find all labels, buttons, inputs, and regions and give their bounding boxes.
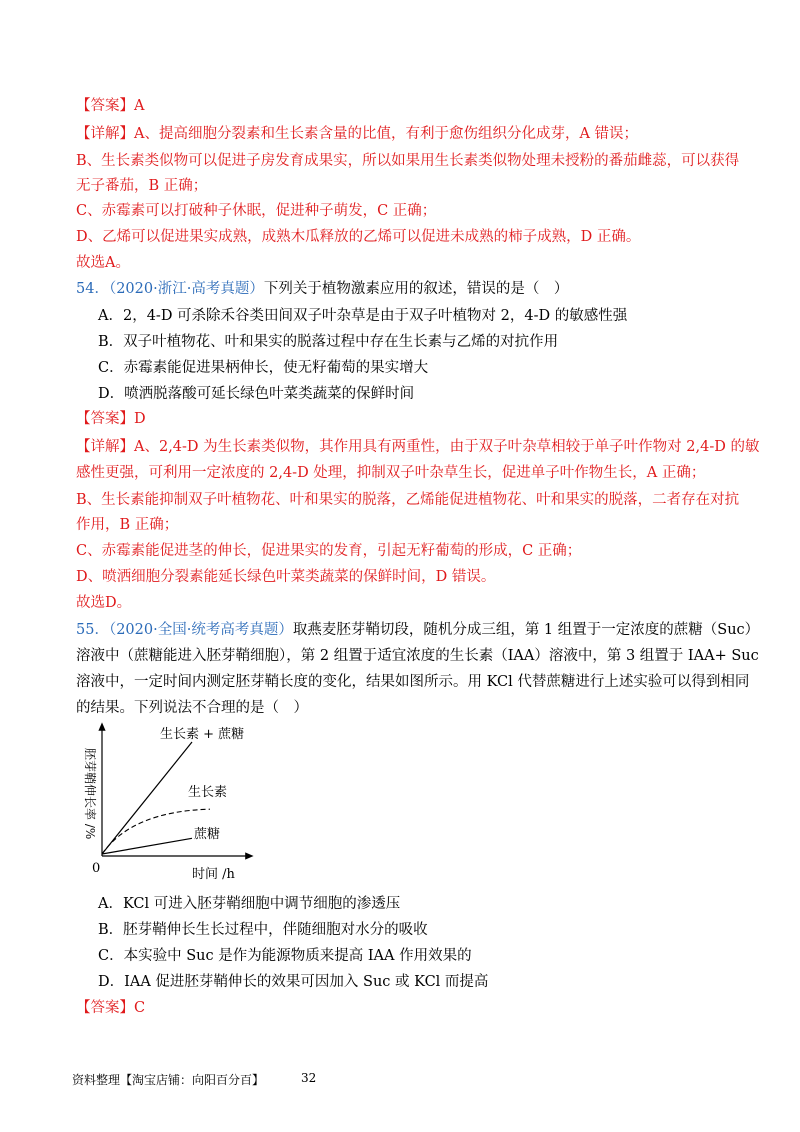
- q55-answer: 【答案】C: [76, 1000, 146, 1016]
- series-label-iaa: 生长素: [188, 785, 228, 800]
- question-55-stem-3: 溶液中，一定时间内测定胚芽鞘长度的变化，结果如图所示。用 KCl 代替蔗糖进行上述实验可以得到相同: [76, 674, 750, 690]
- question-source: （2020·浙江·高考真题）: [108, 281, 264, 297]
- detail-line-4: C、赤霉素可以打破种子休眠，促进种子萌发，C 正确；: [76, 203, 437, 219]
- q55-option-d: D．IAA 促进胚芽鞘伸长的效果可因加入 Suc 或 KCl 而提高: [98, 974, 489, 990]
- x-axis-label: 时间 /h: [192, 867, 235, 882]
- question-54-stem: 54．（2020·浙江·高考真题）下列关于植物激素应用的叙述，错误的是（ ）: [76, 281, 569, 297]
- q54-answer: 【答案】D: [76, 411, 146, 427]
- q54-detail-line-3: B、生长素能抑制双子叶植物花、叶和果实的脱落，乙烯能促进植物花、叶和果实的脱落，二者存在对抗: [76, 492, 740, 508]
- answer-tag: 【答案】: [76, 98, 134, 114]
- detail-line-1: 【详解】A、提高细胞分裂素和生长素含量的比值，有利于愈伤组织分化成芽，A 错误；: [76, 126, 639, 142]
- q54-option-c: C．赤霉素能促进果柄伸长，使无籽葡萄的果实增大: [98, 360, 429, 376]
- origin-label: 0: [92, 861, 101, 876]
- y-axis-label: 胚芽鞘伸长率 /%: [83, 748, 97, 840]
- q54-detail-line-2: 感性更强，可利用一定浓度的 2,4-D 处理，抑制双子叶杂草生长，促进单子叶作物生长，A 正确；: [76, 465, 706, 481]
- series-line-suc: [102, 838, 192, 854]
- series-line-iaa-suc: [102, 742, 192, 854]
- detail-line-2: B、生长素类似物可以促进子房发育成果实，所以如果用生长素类似物处理未授粉的番茄雌蕊，可以获得: [76, 153, 740, 169]
- detail-line-5: D、乙烯可以促进果实成熟，成熟木瓜释放的乙烯可以促进未成熟的柿子成熟，D 正确。: [76, 229, 641, 245]
- q54-option-d: D．喷洒脱落酸可延长绿色叶菜类蔬菜的保鲜时间: [98, 386, 415, 402]
- answer-line: [76, 95, 144, 117]
- question-source: （2020·全国·统考高考真题）: [108, 622, 293, 638]
- q55-option-a: A．KCl 可进入胚芽鞘细胞中调节细胞的渗透压: [98, 896, 401, 912]
- q54-detail-line-6: D、喷洒细胞分裂素能延长绿色叶菜类蔬菜的保鲜时间，D 错误。: [76, 569, 496, 585]
- q54-detail-line-1: 【详解】A、2,4-D 为生长素类似物，其作用具有两重性，由于双子叶杂草相较于单子叶作物对 2,4-D 的敏: [76, 439, 760, 455]
- question-number: 55．: [76, 622, 109, 638]
- q54-detail-line-4: 作用，B 正确；: [76, 517, 179, 533]
- answer-value: A: [134, 98, 145, 114]
- q54-conclusion: 故选D。: [76, 595, 132, 611]
- q55-option-b: B．胚芽鞘伸长生长过程中，伴随细胞对水分的吸收: [98, 922, 428, 938]
- q54-option-a: A．2，4-D 可杀除禾谷类田间双子叶杂草是由于双子叶植物对 2，4-D 的敏感性强: [98, 308, 628, 324]
- detail-conclusion: 故选A。: [76, 255, 130, 271]
- q54-option-b: B．双子叶植物花、叶和果实的脱落过程中存在生长素与乙烯的对抗作用: [98, 334, 559, 350]
- detail-line-3: 无子番茄，B 正确；: [76, 178, 208, 194]
- series-label-suc: 蔗糖: [194, 827, 221, 842]
- footer-text: 资料整理【淘宝店铺：向阳百分百】: [72, 1073, 265, 1087]
- q55-option-c: C．本实验中 Suc 是作为能源物质来提高 IAA 作用效果的: [98, 948, 472, 964]
- question-55-stem-1: 55．（2020·全国·统考高考真题）取燕麦胚芽鞘切段，随机分成三组，第 1 组置于一定浓度的蔗糖（Suc）: [76, 622, 760, 638]
- question-number: 54．: [76, 281, 109, 297]
- growth-chart: [80, 718, 260, 888]
- page-number: 32: [301, 1071, 317, 1085]
- series-label-iaa-suc: 生长素 + 蔗糖: [160, 727, 245, 742]
- q54-detail-line-5: C、赤霉素能促进茎的伸长，促进果实的发育，引起无籽葡萄的形成，C 正确；: [76, 543, 582, 559]
- question-55-stem-2: 溶液中（蔗糖能进入胚芽鞘细胞），第 2 组置于适宜浓度的生长素（IAA）溶液中，第 3 组置于 IAA+ Suc: [76, 648, 759, 664]
- detail-tag: 【详解】: [76, 126, 134, 142]
- question-55-stem-4: 的结果。下列说法不合理的是（ ）: [76, 700, 308, 716]
